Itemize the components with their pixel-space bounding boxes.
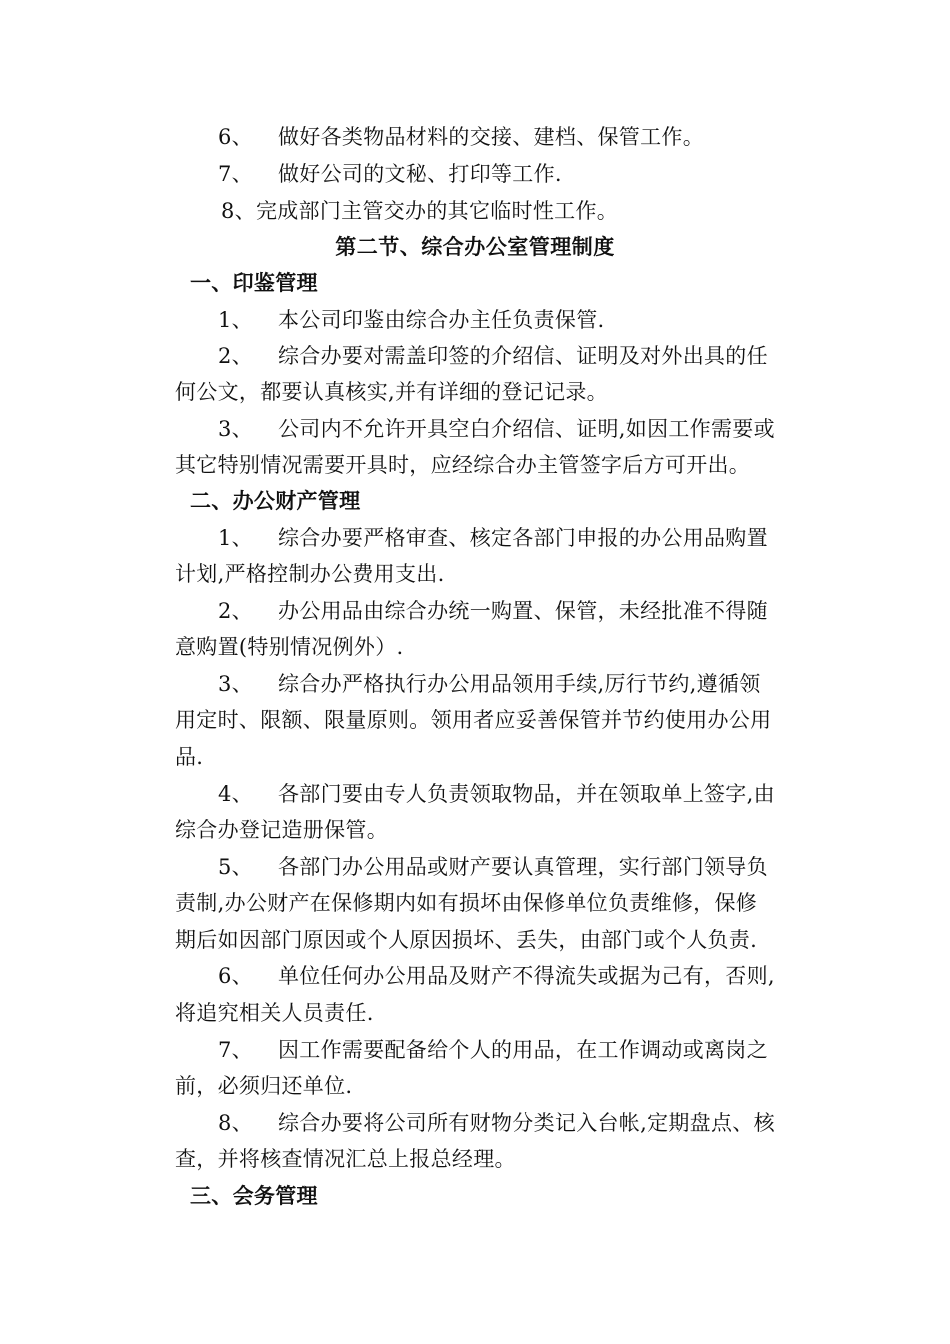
property-item-3	[218, 672, 761, 696]
property-item-4	[218, 782, 775, 806]
property-item-1	[218, 526, 768, 550]
item-number: 1、	[218, 526, 253, 550]
property-item-1-cont: 计划,严格控制办公费用支出.	[175, 562, 445, 586]
heading-seal-management: 一、印鉴管理	[190, 270, 318, 295]
item-number: 1、	[218, 308, 253, 332]
item-text: 各部门要由专人负责领取物品，并在领取单上签字,由	[278, 782, 775, 806]
property-item-3-cont: 用定时、限额、限量原则。领用者应妥善保管并节约使用办公用	[175, 708, 772, 732]
property-item-5-cont-2: 期后如因部门原因或个人原因损坏、丢失，由部门或个人负责.	[175, 928, 758, 952]
intro-item-8	[221, 199, 618, 223]
item-number: 7、	[218, 1038, 253, 1062]
intro-item-6	[218, 125, 704, 149]
item-text: 办公用品由综合办统一购置、保管，未经批准不得随	[278, 599, 768, 623]
seal-item-3-cont: 其它特别情况需要开具时，应经综合办主管签字后方可开出。	[175, 453, 751, 477]
property-item-5-cont: 责制,办公财产在保修期内如有损坏由保修单位负责维修，保修	[175, 891, 758, 915]
property-item-2	[218, 599, 768, 623]
seal-item-2	[218, 344, 768, 368]
heading-meeting-management: 三、会务管理	[190, 1183, 318, 1208]
property-item-5	[218, 855, 768, 879]
seal-item-1	[218, 308, 604, 332]
item-number: 2、	[218, 599, 253, 623]
item-number: 4、	[218, 782, 253, 806]
item-number: 3、	[218, 672, 253, 696]
property-item-4-cont: 综合办登记造册保管。	[175, 818, 388, 842]
item-text: 单位任何办公用品及财产不得流失或据为己有，否则,	[278, 964, 775, 988]
item-number: 7、	[218, 162, 253, 186]
property-item-6	[218, 964, 775, 988]
item-number: 3、	[218, 417, 253, 441]
intro-item-7	[218, 162, 562, 186]
item-text: 8、完成部门主管交办的其它临时性工作。	[221, 199, 619, 223]
item-text: 本公司印鉴由综合办主任负责保管.	[278, 308, 605, 332]
property-item-2-cont: 意购置(特别情况例外）.	[175, 635, 404, 659]
item-number: 6、	[218, 125, 253, 149]
item-number: 6、	[218, 964, 253, 988]
item-text: 综合办要严格审查、核定各部门申报的办公用品购置	[278, 526, 768, 550]
property-item-8	[218, 1111, 775, 1135]
item-number: 2、	[218, 344, 253, 368]
item-text: 综合办要对需盖印签的介绍信、证明及对外出具的任	[278, 344, 768, 368]
property-item-6-cont: 将追究相关人员责任.	[175, 1001, 374, 1025]
item-text: 各部门办公用品或财产要认真管理，实行部门领导负	[278, 855, 768, 879]
item-text: 综合办严格执行办公用品领用手续,厉行节约,遵循领	[278, 672, 761, 696]
item-text: 公司内不允许开具空白介绍信、证明,如因工作需要或	[278, 417, 775, 441]
item-text: 做好各类物品材料的交接、建档、保管工作。	[278, 125, 704, 149]
item-text: 因工作需要配备给个人的用品，在工作调动或离岗之	[278, 1038, 768, 1062]
property-item-8-cont: 查，并将核查情况汇总上报总经理。	[175, 1147, 516, 1171]
item-text: 做好公司的文秘、打印等工作.	[278, 162, 562, 186]
item-text: 综合办要将公司所有财物分类记入台帐,定期盘点、核	[278, 1111, 775, 1135]
item-number: 5、	[218, 855, 253, 879]
seal-item-3	[218, 417, 775, 441]
property-item-7	[218, 1038, 768, 1062]
property-item-3-cont-2: 品.	[175, 745, 204, 769]
section-title: 第二节、综合办公室管理制度	[335, 234, 615, 259]
seal-item-2-cont: 何公文，都要认真核实,并有详细的登记记录。	[175, 380, 608, 404]
property-item-7-cont: 前，必须归还单位.	[175, 1074, 353, 1098]
item-number: 8、	[218, 1111, 253, 1135]
heading-property-management: 二、办公财产管理	[190, 488, 361, 513]
